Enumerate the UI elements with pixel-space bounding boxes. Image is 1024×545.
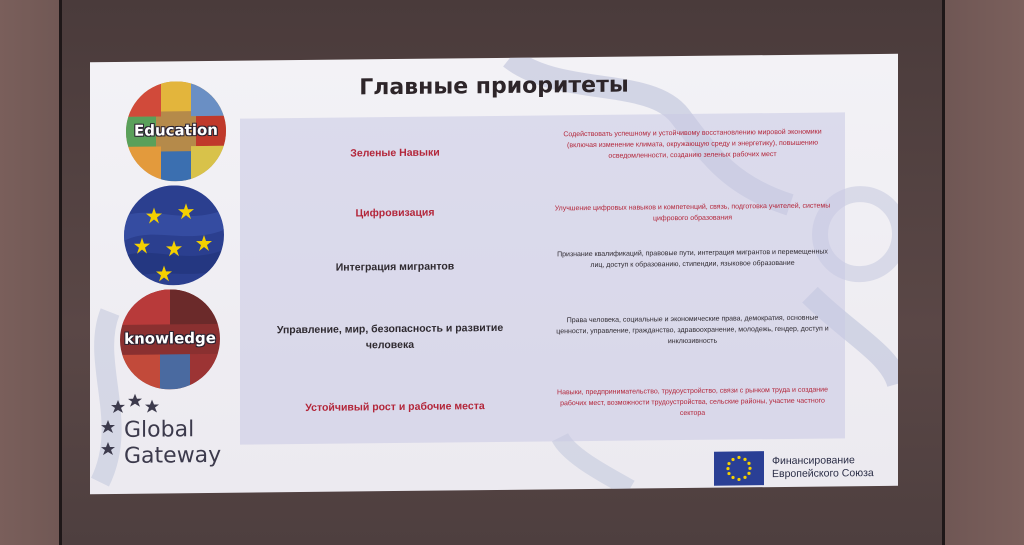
priority-name: Интеграция мигрантов xyxy=(335,260,455,274)
priority-description: Улучшение цифровых навыков и компетенций, связь, подготовка учителей, системы цифрового образования xyxy=(554,202,831,223)
slide-title: Главные приоритеты xyxy=(359,72,629,101)
priority-row xyxy=(240,122,845,184)
priority-name: Устойчивый рост и рабочие места xyxy=(305,400,485,414)
priority-name: Зеленые Навыки xyxy=(350,146,440,160)
global-gateway-logo xyxy=(124,417,221,470)
eu-flag-icon xyxy=(714,451,764,486)
priority-name: Цифровизация xyxy=(355,206,435,220)
priority-description: Права человека, социальные и экономические права, демократия, основные ценности, управление, гражданство, здравоохранение, молодежь, гендер, доступ и инклюзивность xyxy=(556,314,829,346)
knowledge-word: knowledge xyxy=(124,328,216,348)
education-word: Education xyxy=(134,120,218,140)
priority-row xyxy=(240,190,845,236)
priority-row xyxy=(240,304,845,370)
priority-row xyxy=(240,380,845,436)
eu-funding-label xyxy=(772,454,874,481)
priority-row xyxy=(240,240,845,296)
funding-line-2: Европейского Союза xyxy=(772,467,874,481)
logo-line-1: Global xyxy=(124,417,195,443)
slide xyxy=(90,54,898,494)
priority-description: Навыки, предпринимательство, трудоустройство, связи с рынком труда и создание рабочих мест, возможности трудоустройства, сельские районы, участие частного сектора xyxy=(557,386,828,418)
priority-description: Содействовать успешному и устойчивому восстановлению мировой экономики (включая изменение климата, окружающую среду и энергетику), повышению осведомленности, созданию зеленых рабочих мест xyxy=(563,128,822,160)
priority-description: Признание квалификаций, правовые пути, интеграция мигрантов и перемещенных лиц, доступ к образованию, стипендии, языковое образование xyxy=(557,248,828,269)
logo-line-2: Gateway xyxy=(124,442,222,469)
eu-flag-image xyxy=(124,185,224,286)
priority-name: Управление, мир, безопасность и развитие человека xyxy=(276,321,504,352)
priorities-table xyxy=(240,112,845,444)
funding-line-1: Финансирование xyxy=(772,454,855,468)
